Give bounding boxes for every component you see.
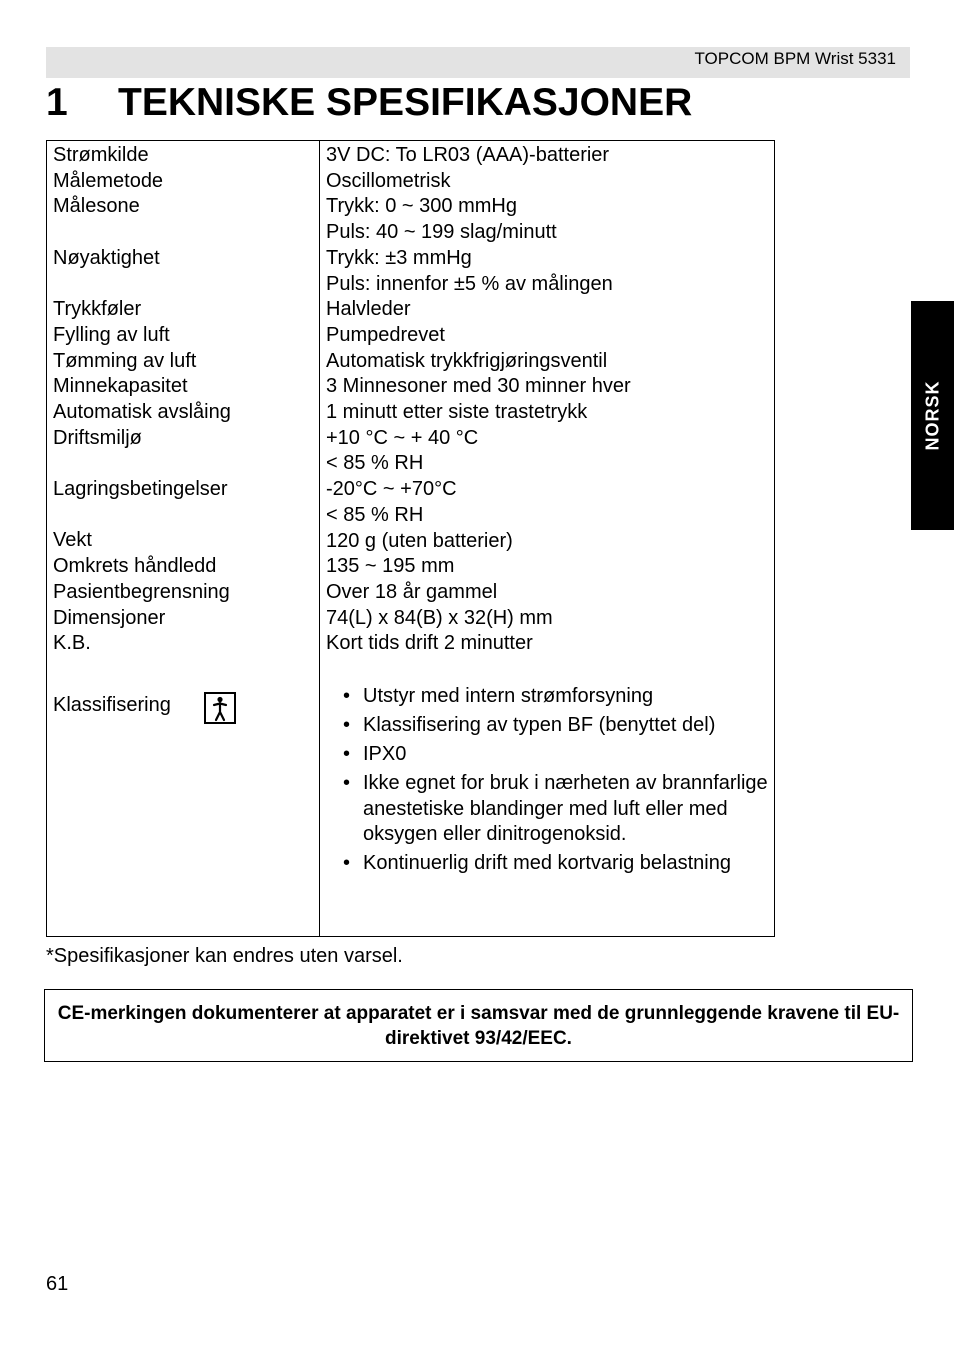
ce-notice-text: CE-merkingen dokumenterer at apparatet er i samsvar med de grunnleggende kravene til EU-direktivet 93/42/EEC.	[57, 1002, 900, 1049]
classification-item: • Ikke egnet for bruk i nærheten av brannfarlige anestetiske blandinger med luft eller med oksygen eller dinitrogenoksid.	[326, 771, 771, 848]
spec-label: Lagringsbetingelser	[53, 478, 228, 501]
spec-value: Over 18 år gammel	[326, 580, 498, 603]
language-tab	[911, 301, 954, 530]
spec-label: Driftsmiljø	[53, 426, 142, 449]
classification-item: • Kontinuerlig drift med kortvarig belastning	[326, 851, 771, 877]
ce-notice-box	[44, 989, 913, 1062]
spec-label: Tømming av luft	[53, 349, 197, 372]
classification-item: • IPX0	[326, 742, 771, 768]
spec-label: Målemetode	[53, 169, 164, 192]
spec-value: -20°C ~ +70°C	[326, 478, 457, 501]
product-name: TOPCOM BPM Wrist 5331	[694, 49, 896, 68]
spec-label: Fylling av luft	[53, 323, 170, 346]
spec-value: 1 minutt etter siste trastetrykk	[326, 401, 588, 424]
section-number: 1	[46, 81, 68, 124]
spec-label: K.B.	[53, 632, 91, 655]
spec-label-spacer	[53, 451, 313, 477]
spec-value: 3 Minnesoner med 30 minner hver	[326, 375, 631, 398]
header-bar	[46, 47, 910, 78]
spec-value: Halvleder	[326, 298, 411, 321]
spec-value: Oscillometrisk	[326, 169, 451, 192]
spec-values-column	[326, 143, 766, 657]
classification-item: • Klassifisering av typen BF (benyttet del)	[326, 713, 771, 739]
spec-value: Trykk: ±3 mmHg	[326, 246, 472, 269]
spec-label-spacer	[53, 503, 313, 529]
spec-label-spacer	[53, 272, 313, 298]
spec-value: Puls: innenfor ±5 % av målingen	[326, 272, 613, 295]
spec-value: 3V DC: To LR03 (AAA)-batterier	[326, 144, 610, 166]
spec-label: Minnekapasitet	[53, 375, 188, 398]
spec-label: Automatisk avslåing	[53, 401, 231, 423]
spec-label: Pasientbegrensning	[53, 580, 230, 603]
spec-value: Puls: 40 ~ 199 slag/minutt	[326, 221, 557, 244]
spec-label-spacer	[53, 220, 313, 246]
spec-value: Pumpedrevet	[326, 323, 445, 346]
spec-label: Målesone	[53, 195, 140, 218]
type-bf-applied-part-icon	[204, 692, 236, 724]
spec-value: < 85 % RH	[326, 452, 424, 475]
page-title	[46, 80, 692, 126]
spec-value: < 85 % RH	[326, 503, 424, 526]
spec-labels-column	[53, 143, 313, 657]
column-divider	[319, 141, 320, 936]
spec-table	[46, 140, 775, 937]
spec-value: Kort tids drift 2 minutter	[326, 632, 533, 655]
spec-value: 74(L) x 84(B) x 32(H) mm	[326, 606, 553, 629]
section-title: TEKNISKE SPESIFIKASJONER	[118, 81, 693, 124]
classification-list	[326, 684, 771, 880]
spec-value: 135 ~ 195 mm	[326, 555, 455, 578]
spec-label: Nøyaktighet	[53, 246, 160, 269]
spec-label: Omkrets håndledd	[53, 555, 217, 578]
spec-label: Strømkilde	[53, 144, 149, 166]
page-number: 61	[46, 1273, 69, 1295]
footnote: *Spesifikasjoner kan endres uten varsel.	[46, 945, 403, 967]
classification-item: • Utstyr med intern strømforsyning	[326, 684, 771, 710]
language-tab-label: NORSK	[922, 380, 943, 451]
spec-value: Trykk: 0 ~ 300 mmHg	[326, 195, 517, 218]
classification-label: Klassifisering	[53, 694, 171, 716]
spec-value: +10 °C ~ + 40 °C	[326, 426, 479, 449]
spec-value: 120 g (uten batterier)	[326, 529, 513, 552]
spec-label: Vekt	[53, 529, 92, 552]
spec-value: Automatisk trykkfrigjøringsventil	[326, 349, 608, 372]
spec-label: Trykkføler	[53, 298, 142, 321]
spec-label: Dimensjoner	[53, 606, 166, 629]
